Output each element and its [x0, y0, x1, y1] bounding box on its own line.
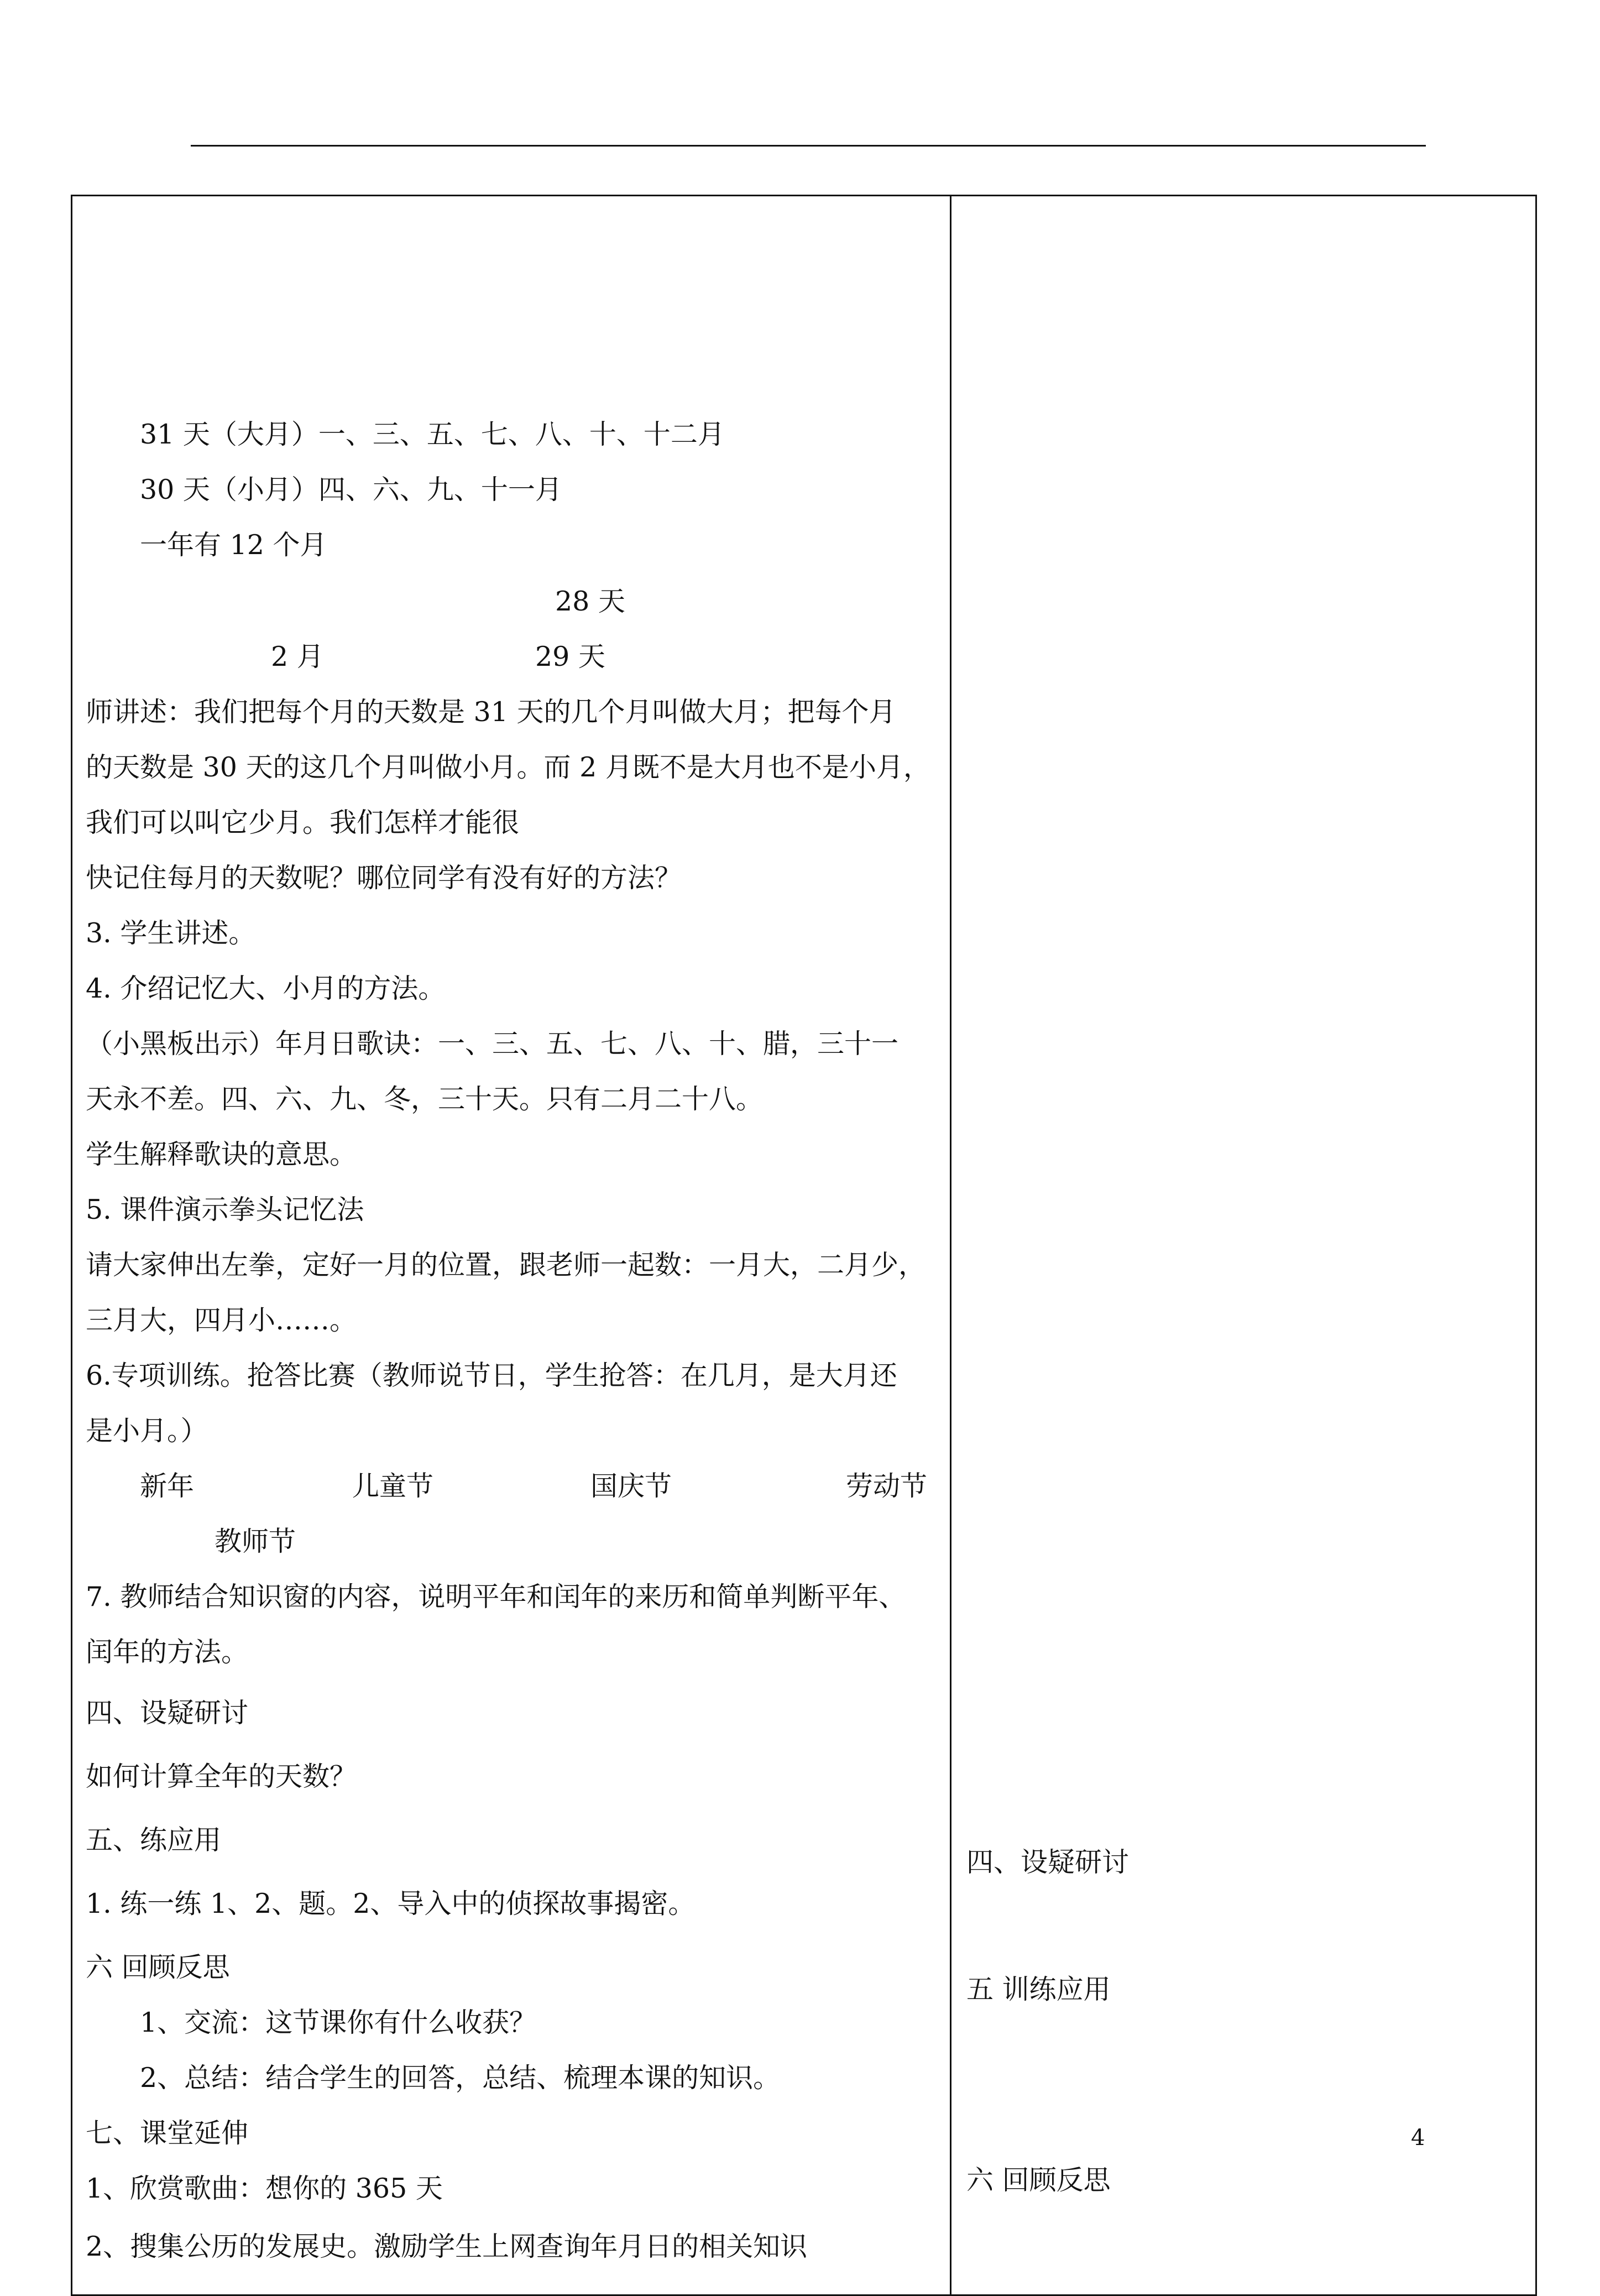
step-3: 3. 学生讲述。	[86, 917, 256, 949]
right-section-4: 四、设疑研讨	[966, 1846, 1130, 1878]
section-7-item-1: 1、欣赏歌曲：想你的 365 天	[86, 2173, 443, 2204]
step-6-line-2: 是小月。）	[86, 1415, 208, 1447]
feb-29-days: 29 天	[535, 641, 605, 672]
teacher-line-4: 快记住每月的天数呢？哪位同学有没有好的方法？	[86, 862, 682, 894]
section-7-item-2: 2、搜集公历的发展史。激励学生上网查询年月日的相关知识	[86, 2231, 808, 2262]
step-7-line-2: 闰年的方法。	[86, 1636, 249, 1668]
right-section-6: 六 回顾反思	[966, 2164, 1111, 2196]
rhyme-line-1: （小黑板出示）年月日歌诀：一、三、五、七、八、十、腊，三十一	[86, 1028, 899, 1060]
teacher-line-2: 的天数是 30 天的这几个月叫做小月。而 2 月既不是大月也不是小月，	[86, 752, 930, 783]
teacher-line-3: 我们可以叫它少月。我们怎样才能很	[86, 807, 520, 838]
holiday-national-day: 国庆节	[590, 1470, 672, 1502]
feb-28-days: 28 天	[555, 586, 625, 617]
fist-line-2: 三月大，四月小……。	[86, 1304, 357, 1336]
step-7-line-1: 7. 教师结合知识窗的内容，说明平年和闰年的来历和简单判断平年、	[86, 1581, 906, 1613]
page-number: 4	[1411, 2125, 1425, 2151]
feb-label: 2 月	[271, 641, 324, 672]
section-5-item: 1. 练一练 1、2、题。2、导入中的侦探故事揭密。	[86, 1888, 696, 1919]
step-5: 5. 课件演示拳头记忆法	[86, 1194, 364, 1225]
section-5-heading: 五、练应用	[86, 1824, 222, 1856]
section-7-heading: 七、课堂延伸	[86, 2117, 249, 2149]
fist-line-1: 请大家伸出左拳，定好一月的位置，跟老师一起数：一月大，二月少，	[86, 1249, 926, 1281]
rhyme-line-3: 学生解释歌诀的意思。	[86, 1139, 357, 1170]
big-months-line: 31 天（大月）一、三、五、七、八、十、十二月	[140, 419, 725, 450]
section-4-question: 如何计算全年的天数？	[86, 1761, 357, 1792]
section-6-heading: 六 回顾反思	[86, 1951, 230, 1983]
step-4: 4. 介绍记忆大、小月的方法。	[86, 973, 446, 1004]
teacher-line-1: 师讲述：我们把每个月的天数是 31 天的几个月叫做大月；把每个月	[86, 696, 896, 728]
holiday-teachers-day: 教师节	[215, 1526, 296, 1557]
step-6-line-1: 6.专项训练。抢答比赛（教师说节日，学生抢答：在几月，是大月还	[86, 1360, 897, 1391]
holiday-labor-day: 劳动节	[846, 1470, 928, 1502]
holiday-new-year: 新年	[140, 1470, 195, 1502]
column-divider	[950, 195, 951, 2296]
small-months-line: 30 天（小月）四、六、九、十一月	[140, 474, 562, 505]
section-6-item-2: 2、总结：结合学生的回答，总结、梳理本课的知识。	[140, 2062, 781, 2094]
rhyme-line-2: 天永不差。四、六、九、冬，三十天。只有二月二十八。	[86, 1083, 764, 1115]
header-rule	[191, 145, 1426, 147]
right-section-5: 五 训练应用	[966, 1974, 1111, 2005]
holiday-childrens-day: 儿童节	[352, 1470, 434, 1502]
section-6-item-1: 1、交流：这节课你有什么收获？	[140, 2007, 537, 2038]
lesson-plan-table	[71, 195, 1537, 2296]
twelve-months-line: 一年有 12 个月	[140, 529, 327, 561]
section-4-heading: 四、设疑研讨	[86, 1697, 249, 1729]
